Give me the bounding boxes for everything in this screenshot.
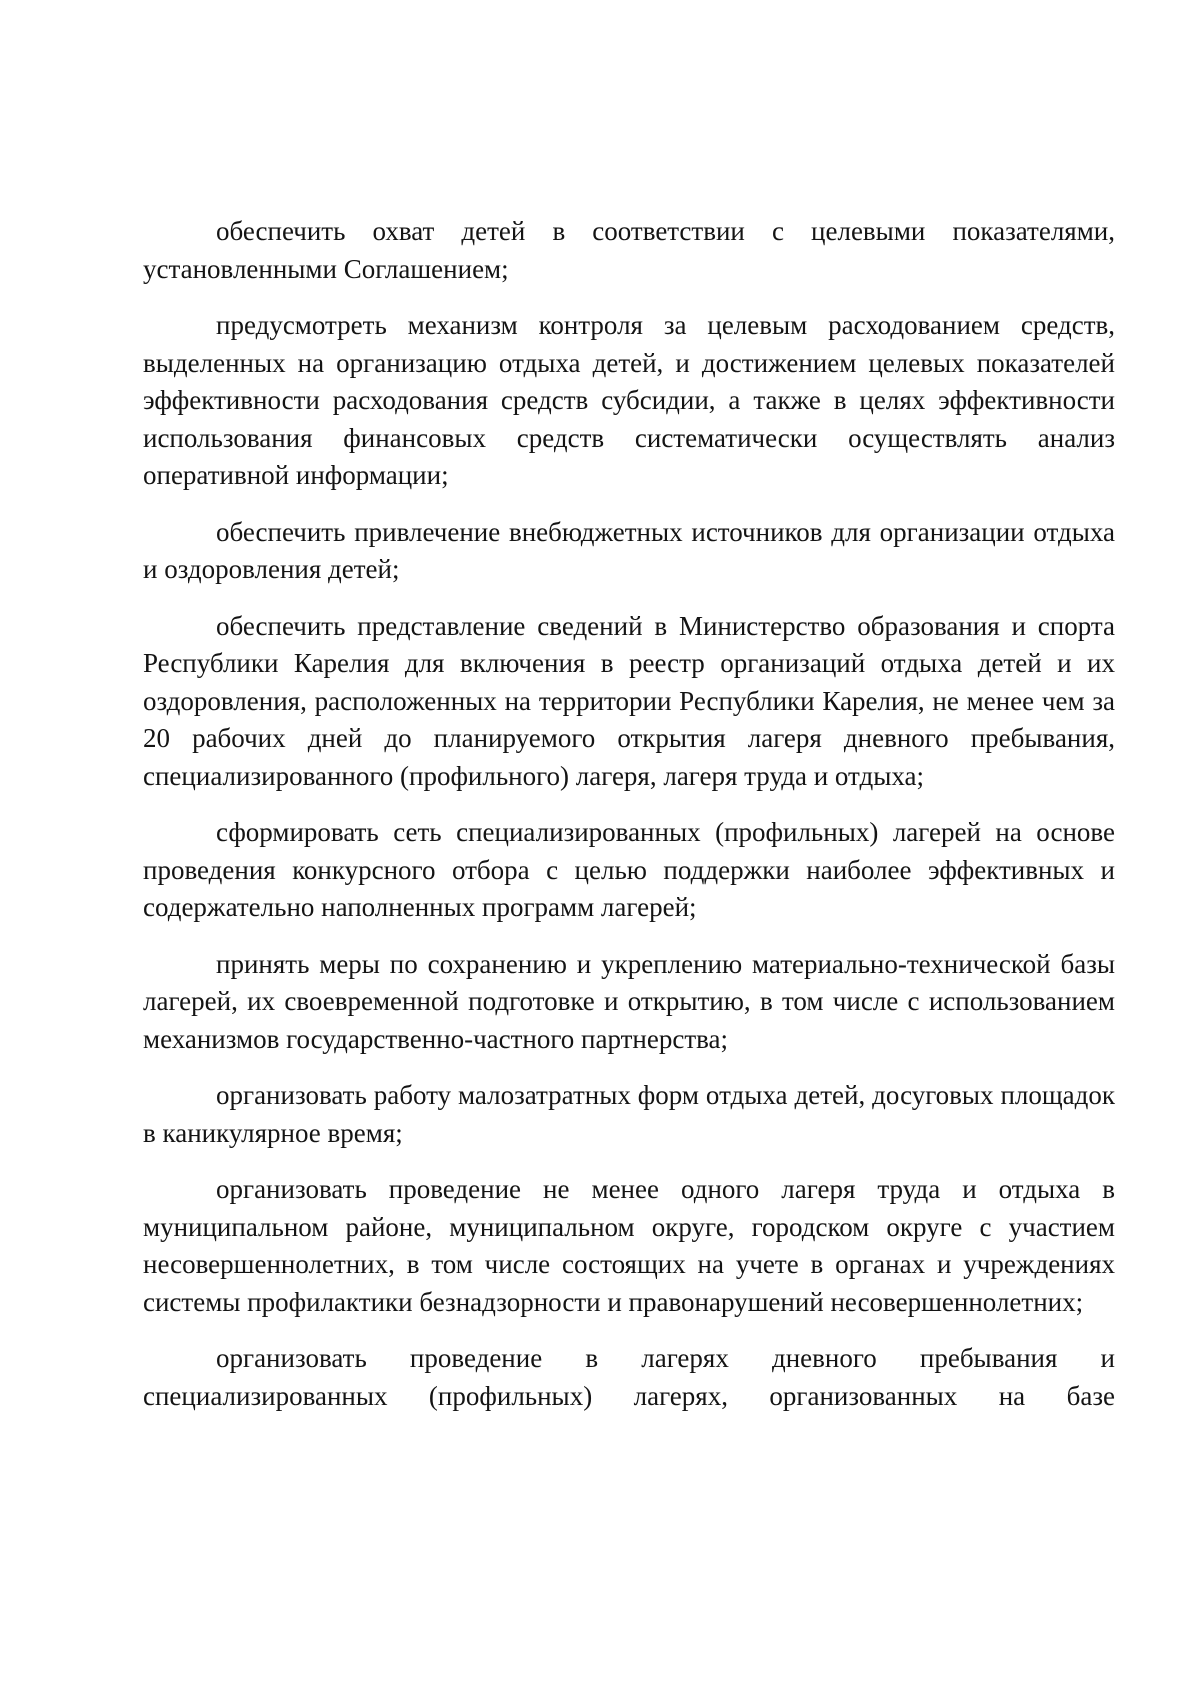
paragraph-extrabudgetary-sources: обеспечить привлечение внебюджетных источников для организации отдыха и оздоровления детей; [143, 516, 1115, 584]
paragraph-low-cost-leisure: организовать работу малозатратных форм отдыха детей, досуговых площадок в каникулярное время; [143, 1080, 1115, 1148]
paragraph-day-camps: организовать проведение в лагерях дневного пребывания и специализированных (профильных) лагерях, организованных на базе [143, 1343, 1115, 1411]
paragraph-specialized-camps-network: сформировать сеть специализированных (профильных) лагерей на основе проведения конкурсного отбора с целью поддержки наиболее эффективных и содержательно наполненных программ лагерей; [143, 817, 1115, 922]
paragraph-spending-control: предусмотреть механизм контроля за целевым расходованием средств, выделенных на организацию отдыха детей, и достижением целевых показателей эффективности расходования средств субсидии, а также в целях эффективности использования финансовых средств систематически осуществлять анализ оперативной информации; [143, 310, 1115, 490]
paragraph-material-base: принять меры по сохранению и укреплению материально-технической базы лагерей, их своевременной подготовке и открытию, в том числе с использованием механизмов государственно-частного партнерства; [143, 948, 1115, 1054]
paragraph-labor-camp: организовать проведение не менее одного лагеря труда и отдыха в муниципальном районе, муниципальном округе, городском округе с участием несовершеннолетних, в том числе состоящих на учете в органах и учреждениях системы профилактики безнадзорности и правонарушений несовершеннолетних; [143, 1174, 1115, 1317]
paragraph-registry-submission: обеспечить представление сведений в Министерство образования и спорта Республики Карелия для включения в реестр организаций отдыха детей и их оздоровления, расположенных на территории Республики Карелия, не менее чем за 20 рабочих дней до планируемого открытия лагеря дневного пребывания, специализированного (профильного) лагеря, лагеря труда и отдыха; [143, 610, 1115, 791]
document-body [143, 213, 1115, 1415]
paragraph-children-coverage: обеспечить охват детей в соответствии с целевыми показателями, установленными Соглашением; [143, 216, 1115, 284]
